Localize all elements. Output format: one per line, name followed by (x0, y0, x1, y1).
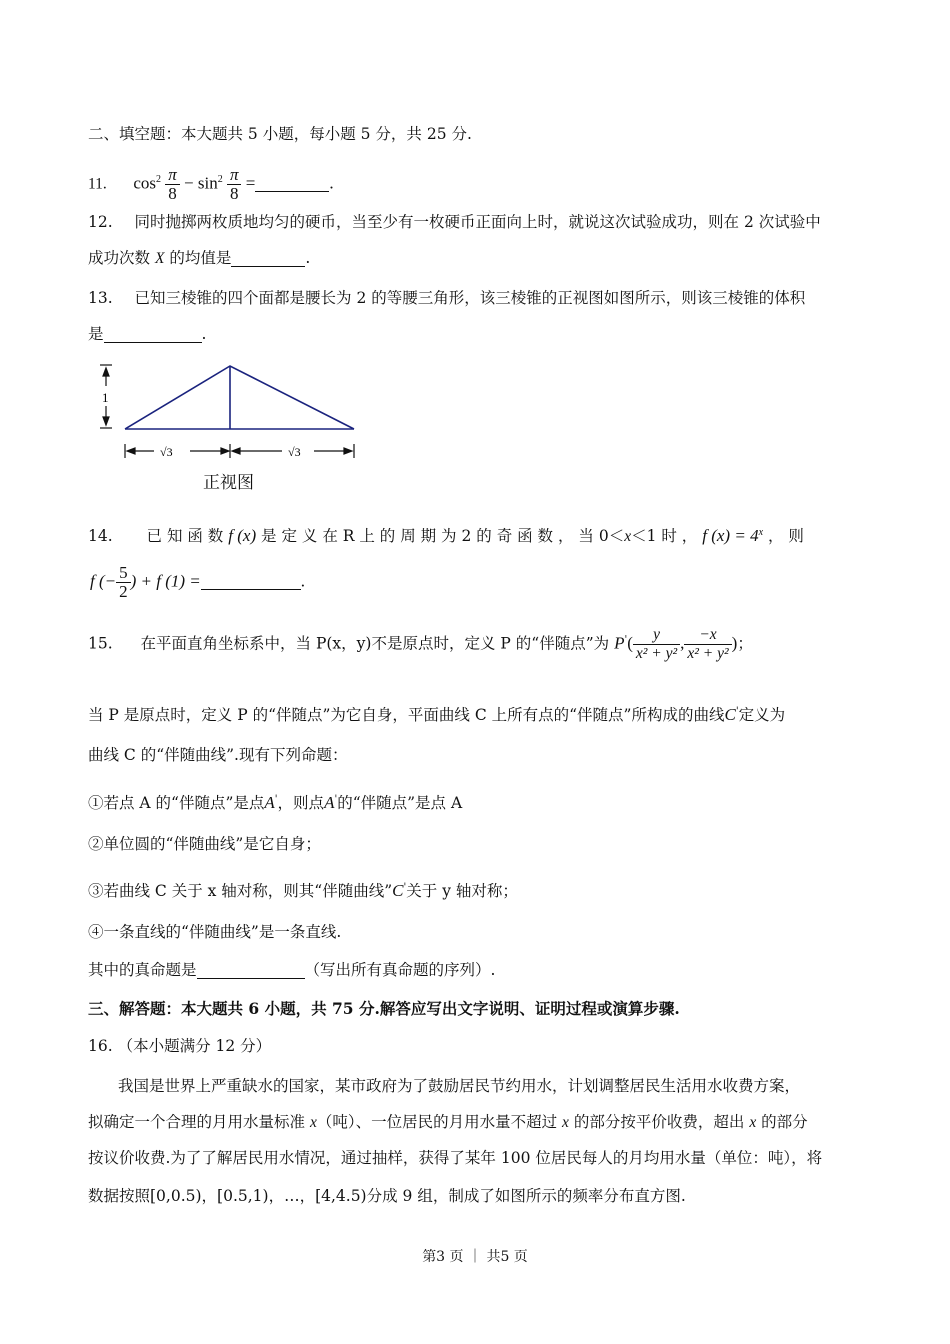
proposition-3 (88, 878, 518, 901)
question-text: 同时抛掷两枚质地均匀的硬币，当至少有一枚硬币正面向上时，就说这次试验成功，则在 2 次试验中 (134, 213, 821, 231)
question-14-line-2 (90, 564, 305, 604)
question-text: 的部分按平价收费，超出 (573, 1113, 745, 1131)
question-14-line-1 (88, 523, 804, 547)
question-16-line-1: 我国是世界上严重缺水的国家，某市政府为了鼓励居民节约用水，计划调整居民生活用水收费方案， (118, 1077, 801, 1095)
question-16-line-4: 数据按照[0,0.5)，[0.5,1)，…，[4,4.5)分成 9 组，制成了如图所示的频率分布直方图. (88, 1187, 686, 1205)
prime-mark: ' (274, 794, 278, 805)
proposition-2: ②单位圆的“伴随曲线”是它自身； (88, 835, 321, 853)
prime-mark: ' (624, 634, 628, 646)
question-13-line-2 (88, 324, 206, 344)
minus-sign: − (184, 173, 194, 193)
question-text: 是 定 义 在 R 上 的 周 期 为 2 的 奇 函 数 ， 当 0＜ (261, 527, 625, 546)
frac-num: π (165, 166, 180, 185)
frac-num: y (633, 626, 680, 645)
arrow-head-icon (221, 448, 229, 454)
question-text: ＜1 时 ， (631, 527, 698, 546)
answer-blank[interactable] (197, 962, 305, 979)
answer-blank[interactable] (201, 573, 301, 590)
point-p: P (614, 633, 625, 653)
exponent: 2 (217, 173, 223, 185)
frac-den: x² + y² (635, 645, 678, 662)
proposition-text: ，则点 (277, 794, 325, 813)
expression-part: f (− (90, 571, 117, 591)
question-text: 的部分 (761, 1113, 808, 1131)
dimension-marks (100, 365, 354, 458)
question-13-line-1 (88, 288, 805, 308)
equals-sign: = (245, 173, 256, 193)
question-text: 已知三棱锥的四个面都是腰长为 2 的等腰三角形，该三棱锥的正视图如图所示，则该三棱锥的体积 (134, 289, 806, 307)
page-footer: 第3 页 ｜ 共5 页 (422, 1249, 528, 1265)
question-text: 当 P 是原点时，定义 P 的“伴随点”为它自身，平面曲线 C 上所有点的“伴随点”所构成的曲线 (88, 706, 725, 725)
variable: x (309, 1114, 317, 1131)
front-view-figure (92, 360, 372, 468)
frac-num: −x (684, 626, 731, 645)
sin-text: sin (197, 173, 218, 193)
period: . (305, 249, 311, 267)
period: . (329, 173, 334, 193)
frac-den: x² + y² (687, 645, 729, 662)
proposition-text: ①若点 A 的“伴随点”是点 (88, 794, 265, 813)
variable: x (749, 1114, 757, 1131)
proposition-text: ③若曲线 C 关于 x 轴对称，则其“伴随曲线” (88, 882, 393, 901)
question-16-header: 16. （本小题满分 12 分） (88, 1037, 272, 1055)
frac-den: 2 (119, 582, 128, 601)
question-number: 13. (88, 289, 113, 307)
function-notation: f (x) (228, 526, 257, 546)
arrow-head-icon (232, 448, 240, 454)
question-text: 的均值是 (169, 249, 232, 267)
curve-c: C (392, 881, 404, 901)
right-width-label: √3 (288, 445, 301, 459)
proposition-text: 的“伴随点”是点 A (337, 794, 463, 813)
figure-caption: 正视图 (203, 473, 254, 493)
question-16-line-2 (88, 1112, 808, 1133)
pi-over-8-fraction (227, 166, 242, 203)
prime-mark: ' (403, 882, 407, 893)
y-over-r2-fraction (633, 626, 680, 663)
proposition-1 (88, 790, 462, 813)
arrow-head-icon (103, 368, 109, 376)
left-width-label: √3 (160, 445, 173, 459)
proposition-text: 关于 y 轴对称； (406, 882, 518, 901)
answer-blank[interactable] (104, 326, 202, 343)
question-15-line-3: 曲线 C 的“伴随曲线”.现有下列命题： (88, 746, 348, 764)
question-text: 已 知 函 数 (146, 527, 224, 546)
exponent: 2 (155, 173, 161, 185)
arrow-head-icon (103, 417, 109, 425)
question-text: （吨）、一位居民的月用水量不超过 (316, 1113, 558, 1131)
expression-part: ) + f (1) = (130, 571, 201, 591)
frac-num: π (227, 166, 242, 185)
question-12-line-2 (88, 248, 310, 269)
triangle-diagram (125, 366, 354, 429)
pi-over-8-fraction (165, 166, 180, 203)
question-15-line-1: 15. 在平面直角坐标系中，当 P(x，y)不是原点时，定义 P 的“伴随点”为 P'( $\frac{y}{\text{x² + y²}}$ , $\frac{-x}{\text{x² + y²}}$ )； (88, 626, 753, 662)
function-equation: f (x) = 4 (702, 526, 759, 546)
exponent: x (758, 527, 764, 538)
prime-mark: ' (735, 706, 739, 717)
true-propositions-prompt (88, 960, 495, 980)
triangle-outline (125, 366, 354, 429)
question-text: 在平面直角坐标系中，当 P(x，y)不是原点时，定义 P 的“伴随点”为 (140, 634, 610, 653)
semicolon: ； (737, 634, 753, 653)
answer-blank[interactable] (255, 175, 329, 192)
section-3-heading: 三、解答题：本大题共 6 小题，共 75 分.解答应写出文字说明、证明过程或演算步骤. (88, 999, 680, 1018)
question-12-line-1 (88, 212, 821, 232)
question-text: 其中的真命题是 (88, 961, 197, 979)
question-number: 12. (88, 213, 113, 231)
question-text: 拟确定一个合理的月用水量标准 (88, 1113, 306, 1131)
frac-den: 8 (229, 184, 239, 203)
height-label: 1 (102, 390, 109, 405)
question-16-line-3: 按议价收费.为了了解居民用水情况，通过抽样，获得了某年 100 位居民每人的月均用水量（单位：吨），将 (88, 1149, 823, 1167)
frac-num: 5 (116, 564, 131, 583)
period: . (300, 571, 306, 591)
point-a: A (324, 793, 335, 813)
arrow-head-icon (127, 448, 135, 454)
proposition-4: ④一条直线的“伴随曲线”是一条直线. (88, 923, 342, 941)
period: . (201, 325, 207, 343)
arrow-head-icon (344, 448, 352, 454)
prime-mark: ' (334, 794, 338, 805)
question-text: ， 则 (767, 527, 804, 546)
curve-c: C (724, 705, 736, 725)
point-a: A (264, 793, 275, 813)
question-text: 是 (88, 325, 104, 343)
variable: x (624, 528, 632, 546)
variable: X (154, 250, 165, 267)
answer-blank[interactable] (231, 250, 305, 267)
question-number: 14. (88, 527, 113, 546)
frac-den: 8 (168, 184, 177, 203)
question-11 (88, 165, 334, 203)
question-text: 定义为 (738, 706, 786, 725)
cos-text: cos (133, 173, 156, 193)
question-15-line-2 (88, 702, 785, 725)
question-text: （写出所有真命题的序列）. (304, 961, 496, 979)
question-number: 11. (88, 175, 107, 193)
section-2-heading: 二、填空题：本大题共 5 小题，每小题 5 分，共 25 分. (88, 125, 472, 143)
variable: x (562, 1114, 569, 1131)
question-text: 成功次数 (88, 249, 151, 267)
negx-over-r2-fraction (684, 626, 731, 663)
question-number: 15. (88, 634, 113, 653)
five-halves-fraction (116, 564, 131, 601)
